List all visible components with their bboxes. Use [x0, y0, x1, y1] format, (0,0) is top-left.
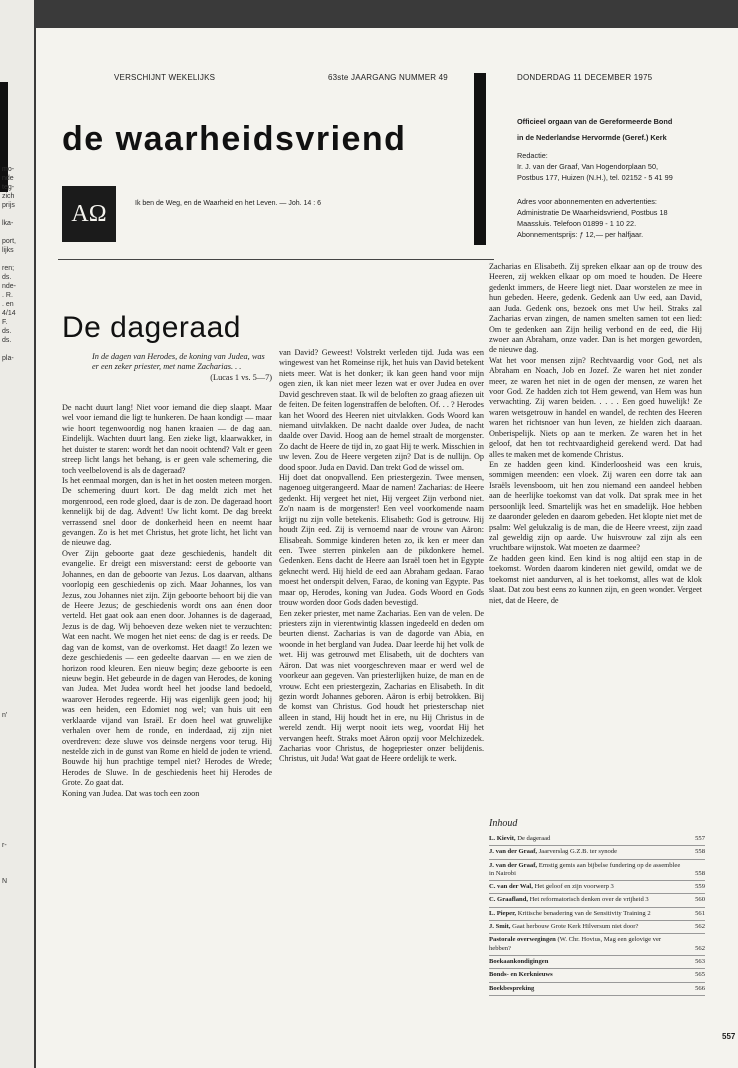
- article-title: De dageraad: [62, 311, 241, 344]
- toc-author: C. van der Wal,: [489, 883, 533, 891]
- paragraph: Over Zijn geboorte gaat deze geschiedenis, handelt dit evangelie. Er dreigt een misverstand: eerst de geboorte van Johannes, en dan de geboorte van Jezus. Los daarvan, althans voorlopig een geschiedenis op zich. Maar Johannes, los van Jezus, zou Johannes niet zijn. Zijn geboorte behoort bij die van de Heere Jezus; de geschiedenis wordt ons aan énen door verteld. Het gaat ook aan enen door. Johannes is de dageraad, Jezus is de dag. Wij behoeven deze weken niet te verzuchten: Wat een nacht. We mogen het niet eens: de dag is er reeds. De dag van de komst, van de overkomst. Het daagt! Zo lezen we deze geschiedenis — een gedeelte daarvan — en we zien de horizon rood kleuren. Een nieuw begin; deze geboorte is een nieuw begin. Het gebeurde in de dagen van Herodes, de koning van Judea. Met Judea wordt heel het joodse land bedoeld, waarover Herodes regeerde. Hij was eigenlijk geen jood; hij was een heiden, een Edomiet nog wel; van huis uit een verklaarde vijand van Israël. Er doen heel wat gruwelijke verhalen over hem de ronde, en inderdaad, zij zijn niet overdreven: deze sluwe vos deinsde nergens voor terug. Hij nestelde zich in de gunst van Rome en hield de joden te vriend. Bouwde hij hun prachtige tempel niet? Herodes de Wrede; Herodes de Sluwe. In de geschiedenis heet hij Herodes de Grote. Zo gaat dat.: [62, 548, 272, 788]
- toc-page: 559: [695, 883, 705, 891]
- admin-line-2: Administratie De Waarheidsvriend, Postbus 18: [517, 208, 668, 217]
- toc-item: [489, 908, 705, 921]
- organ-info: [517, 116, 727, 143]
- organ-line-2: in de Nederlandse Hervormde (Geref.) Kerk: [517, 133, 667, 142]
- toc-page: 566: [695, 984, 705, 992]
- toc-item: [489, 881, 705, 894]
- previous-page-fragment: pla-: [2, 355, 14, 362]
- previous-page-fragment: teg-: [2, 184, 15, 191]
- toc-page: 562: [695, 944, 705, 952]
- redactie-line-2: Postbus 177, Huizen (N.H.), tel. 02152 - 5 41 99: [517, 173, 673, 182]
- toc-page: 560: [695, 896, 705, 904]
- paragraph: Ze hadden geen kind. Een kind is nog altijd een stap in de toekomst. Worden daarom kinderen niet gewild, omdat we de toekomst niet aandurven, al is het toekomst, alles wat de klok slaat. Dat zou best eens zo kunnen zijn, en geen wonder. Vergeet niet, dat de Heere, de: [489, 553, 702, 605]
- toc-author: J. Smit,: [489, 923, 511, 931]
- admin-line-4: Abonnementsprijs: ƒ 12,— per halfjaar.: [517, 230, 644, 239]
- table-of-contents: [489, 818, 705, 996]
- paragraph: En ze hadden geen kind. Kinderloosheid was een kruis, sommigen meenden: een vloek. Zij waren een dorre tak aan Israëls levensboom, uit hen zou niemand een aandeel hebben aan de heerlijke toekomst van dat volk. Dat sprak mee in het persoonlijk leed. Smartelijk was het en smadelijk. Hoe hebben ze daaronder geleden en daarom gebeden. Het klopte niet met de psalm: Wel gelukzalig is de man, die de Heere vreest, zijn zaad zal geweldig zijn op aarde. Uw huisvrouw zal zijn als een vruchtbare wijnstok. Wat moeten ze daarmee?: [489, 460, 702, 553]
- toc-text: Kritische benadering van de Sensitivity Training 2: [517, 909, 651, 917]
- page-number: 557: [722, 1032, 736, 1041]
- previous-page-fragment: . en: [2, 301, 14, 308]
- redactie-line-1: Ir. J. van der Graaf, Van Hogendorplaan 50,: [517, 162, 659, 171]
- toc-item: [489, 860, 705, 882]
- toc-item: [489, 894, 705, 907]
- masthead-divider: [474, 73, 486, 245]
- toc-page: 558: [695, 848, 705, 856]
- toc-author: J. van der Graaf,: [489, 861, 538, 869]
- previous-page-fragment: nde-: [2, 283, 17, 290]
- motto: Ik ben de Weg, en de Waarheid en het Leven. — Joh. 14 : 6: [135, 200, 322, 207]
- previous-page-fragment: . R.: [2, 292, 13, 299]
- organ-line-1: Officieel orgaan van de Gereformeerde Bond: [517, 117, 673, 126]
- previous-page-fragment: prijs: [2, 202, 15, 209]
- paragraph: Is het eenmaal morgen, dan is het in het oosten meteen morgen. De schemering duurt kort. De dag meldt zich met het morgenrood, een rode gloed, daar is de zon. De dageraad hoort kennelijk bij de dag. Advent! Uw licht komt. De dag breekt verrassend snel door de donkerheid heen en neemt haar gevangen. Zo is het met Christus, het grote licht, het licht van de nieuwe dag.: [62, 475, 272, 548]
- previous-page-fragment: zich: [2, 193, 15, 200]
- toc-text: Het reformatorisch denken over de vrijheid 3: [529, 896, 649, 904]
- date-label: DONDERDAG 11 DECEMBER 1975: [517, 73, 653, 82]
- toc-item: [489, 969, 705, 982]
- toc-author: C. Graafland,: [489, 896, 529, 904]
- previous-page-fragment: nde: [2, 175, 14, 182]
- previous-page-fragment: r-: [2, 842, 7, 849]
- redactie-info: [517, 150, 727, 183]
- article-column-3: [489, 262, 702, 606]
- paragraph: Wat het voor mensen zijn? Rechtvaardig voor God, net als Abraham en Noach, Job en Jozef. Ze waren het niet zonder meer, ze waren het niet in de ogen der mensen, ze waren het voor God. Ze hadden zich tot Hem gewend, van Hem was hun verwachting. Zij waren beiden. . . . . Een goed huwelijk! Ze waren wetsgetrouw in handel en wandel, de rechten des Heeren waren het richtsnoer van hun leven, ze hielden zich daaraan. Onberispelijk. Niets op aan te merken. Ze waren het in het geloof, dat hen tot rechtvaardigheid gerekend werd. Dat had alles te maken met de komende Christus.: [489, 355, 702, 459]
- previous-page-fragment: ds.: [2, 337, 12, 344]
- epigraph-text: In de dagen van Herodes, de koning van Judea, was er een zeker priester, met name Zacharias. . .: [92, 352, 265, 372]
- toc-item: [489, 934, 705, 956]
- previous-page-fragment: port,: [2, 238, 17, 245]
- previous-page-edge: [0, 0, 34, 1068]
- toc-author: L. Kievit,: [489, 835, 516, 842]
- alpha-omega-logo: ΑΩ: [62, 186, 116, 242]
- toc-author: L. Pieper,: [489, 909, 517, 917]
- toc-page: 565: [695, 971, 705, 979]
- previous-page-fragment: ren;: [2, 265, 15, 272]
- paragraph: Een zeker priester, met name Zacharias. Een van de velen. De priesters zijn in vierentwintig klassen ingedeeld en deden om beurten dienst. Zacharias is van de dagorde van Abia, en woonde in het bergland van Judea. Daar leerde hij het volk de wet. Hij was getrouwd met Elisabeth, uit de dochters van Aäron. Dat was niet voorgeschreven maar er werd wel de voorkeur aan gegeven. Van priesterlijken huize, de man en de vrouw. Echt een priestergezin, Zacharias en Elisabeth. In dit gezin wordt Johannes geboren. Aäron is erbij betrokken. Bij de komst van Christus. God houdt het priesterschap niet alleen in stand, Hij houdt het in ere, nu Hij Christus in de wereld zendt. Hij werpt nooit iets weg, voordat Hij het vervangen heeft. Straks moet Aäron opzij voor Melchizedek. Zacharias voor Christus, de hogepriester onzer belijdenis. Christus, uit Juda! Wat gaat de Heere ordelijk te werk.: [279, 608, 484, 764]
- previous-page-fragment: lka-: [2, 220, 14, 227]
- previous-page-fragment: F.: [2, 319, 8, 326]
- admin-line-1: Adres voor abonnementen en advertenties:: [517, 197, 657, 206]
- previous-page-fragment: ds.: [2, 328, 12, 335]
- toc-title: Inhoud: [489, 818, 518, 829]
- toc-author: J. van der Graaf,: [489, 848, 538, 856]
- previous-page-fragment: ds.: [2, 274, 12, 281]
- toc-text: Het geloof en zijn voorwerp 3: [534, 883, 614, 891]
- toc-text: (W. Chr. Hovius, Mag een gelovige ver hebben?: [489, 936, 662, 952]
- redactie-label: Redactie:: [517, 151, 548, 160]
- toc-item: [489, 983, 705, 996]
- toc-author: Pastorale overwegingen: [489, 936, 556, 944]
- previous-page-fragment: 4/14: [2, 310, 16, 317]
- administration-info: [517, 196, 727, 240]
- toc-page: 558: [695, 869, 705, 877]
- toc-author: Boekbespreking: [489, 984, 535, 992]
- toc-item: [489, 833, 705, 846]
- toc-text: Ernstig gemis aan bijbelse fundering op de assemblee in Nairobi: [489, 861, 681, 877]
- toc-page: 563: [695, 957, 705, 965]
- toc-author: Boekaankondigingen: [489, 957, 549, 965]
- previous-page-fragment: n': [2, 712, 8, 719]
- paragraph: De nacht duurt lang! Niet voor iemand die diep slaapt. Maar wel voor iemand die ligt te hunkeren. De haan kondigt — maar wie hoort tegenwoordig nog hanen kraaien — de dag aan. Eindelijk. Wachten duurt lang. Een zieke ligt, klaarwakker, in het duister te staren: wordt het dan nooit ochtend? Valt er geen streep licht langs het behang, is er geen vale schemering, die toch veelbelovend is als de dageraad?: [62, 403, 272, 475]
- toc-text: Gaat herbouw Grote Kerk Hilversum niet door?: [512, 923, 639, 931]
- toc-text: De dageraad: [517, 835, 551, 842]
- admin-line-3: Maassluis. Telefoon 01899 - 1 10 22.: [517, 219, 637, 228]
- toc-text: Jaarverslag G.Z.B. ter synode: [538, 848, 618, 856]
- masthead-rule: [58, 259, 494, 260]
- newspaper-page: [36, 28, 738, 1068]
- toc-page: 562: [695, 923, 705, 931]
- toc-item: [489, 956, 705, 969]
- article-column-1: [62, 403, 272, 799]
- paragraph: van David? Geweest! Volstrekt verleden tijd. Juda was een wingewest van het Romeinse rijk, het huis van David betekent niets meer. Wat is het donker; ik kan geen hand voor mijn ogen zien, ik kan niet meer lezen wat er over Judea en over David geschreven staat. Ik wil de beloften zo graag afiezen uit de feiten. De feiten logenstraffen de beloften. Of. . . ? Herodes kan het Woord des Heeren niet uitvlakken. Gods Woord kan niemand uitvlakken. De nacht daalde over Judea, de nacht daalde over David. Hoog aan de hemel straalt de morgenster. Zo dacht de Heere de tijd in, zo gaat Hij te werk. Misschien in uw leven. Zou de Heere vergeten zijn? Dat is de nullijn. Op dood spoor. Juda en David. Dan trekt God de wissel om.: [279, 348, 484, 472]
- toc-page: 561: [695, 909, 705, 917]
- frequency-label: VERSCHIJNT WEKELIJKS: [114, 73, 216, 82]
- previous-page-fragment: lijks: [2, 247, 14, 254]
- toc-page: 557: [695, 835, 705, 842]
- newspaper-title: de waarheidsvriend: [62, 120, 407, 158]
- paragraph: Koning van Judea. Dat was toch een zoon: [62, 788, 200, 798]
- paragraph: Hij doet dat onopvallend. Een priestergezin. Twee mensen, nagenoeg uitgerangeerd. Maar de namen! Zacharias: de Heere gedenkt. Hij vergeet het niet, Hij vergeet Zijn verbond niet. Zo'n naam is de morgenster! Een veel voorkomende naam krijgt nu zijn volle betekenis. Elisabeth: God is getrouw. Hij houdt Zijn eed. Zij is vernoemd naar de vrouw van Aäron: Elisabeah. Sommige kinderen heten zo, ik ken er meer dan een. Twee sterren pinkelen aan de pikdonkere hemel. Gedenken. Eens dacht de Heere aan Israël toen het in Egypte geknecht werd. Hij hield de eed aan Abraham gedaan. Farao moest het onderspit delven, Farao, de koning van Egypte. Pas maar op, Herodes, koning van Judea. Gods Woord en Gods trouw worden door Gods daden bevestigd.: [279, 473, 484, 608]
- previous-page-fragment: N: [2, 878, 8, 885]
- previous-page-fragment: mo-: [2, 166, 15, 173]
- article-column-2: [279, 348, 484, 765]
- epigraph-reference: (Lucas 1 vs. 5—7): [210, 372, 272, 382]
- volume-label: 63ste JAARGANG NUMMER 49: [328, 73, 448, 82]
- paragraph: Zacharias en Elisabeth. Zij spreken elkaar aan op de trouw des Heeren, zij wekken elkaar op om moed te houden. De Heere gedenkt immers, de Heere liegt niet. Daar worstelen ze mee in hun gebeden. Heere, gedenk. Gedenk aan Uw eed, aan David, aan Juda. Gedenk ons, bezoek ons met Uw heil. Straks zal Zacharias ervan zingen, de namen smelten samen tot een lied: Om te gedenken aan Zijn heilig verbond en de eed, die Hij zwoer aan Abraham, onze vader. Dan is het morgen geworden, de nieuwe dag.: [489, 262, 702, 355]
- article-epigraph: [92, 352, 272, 383]
- toc-item: [489, 846, 705, 859]
- toc-author: Bonds- en Kerknieuws: [489, 971, 553, 979]
- toc-item: [489, 921, 705, 934]
